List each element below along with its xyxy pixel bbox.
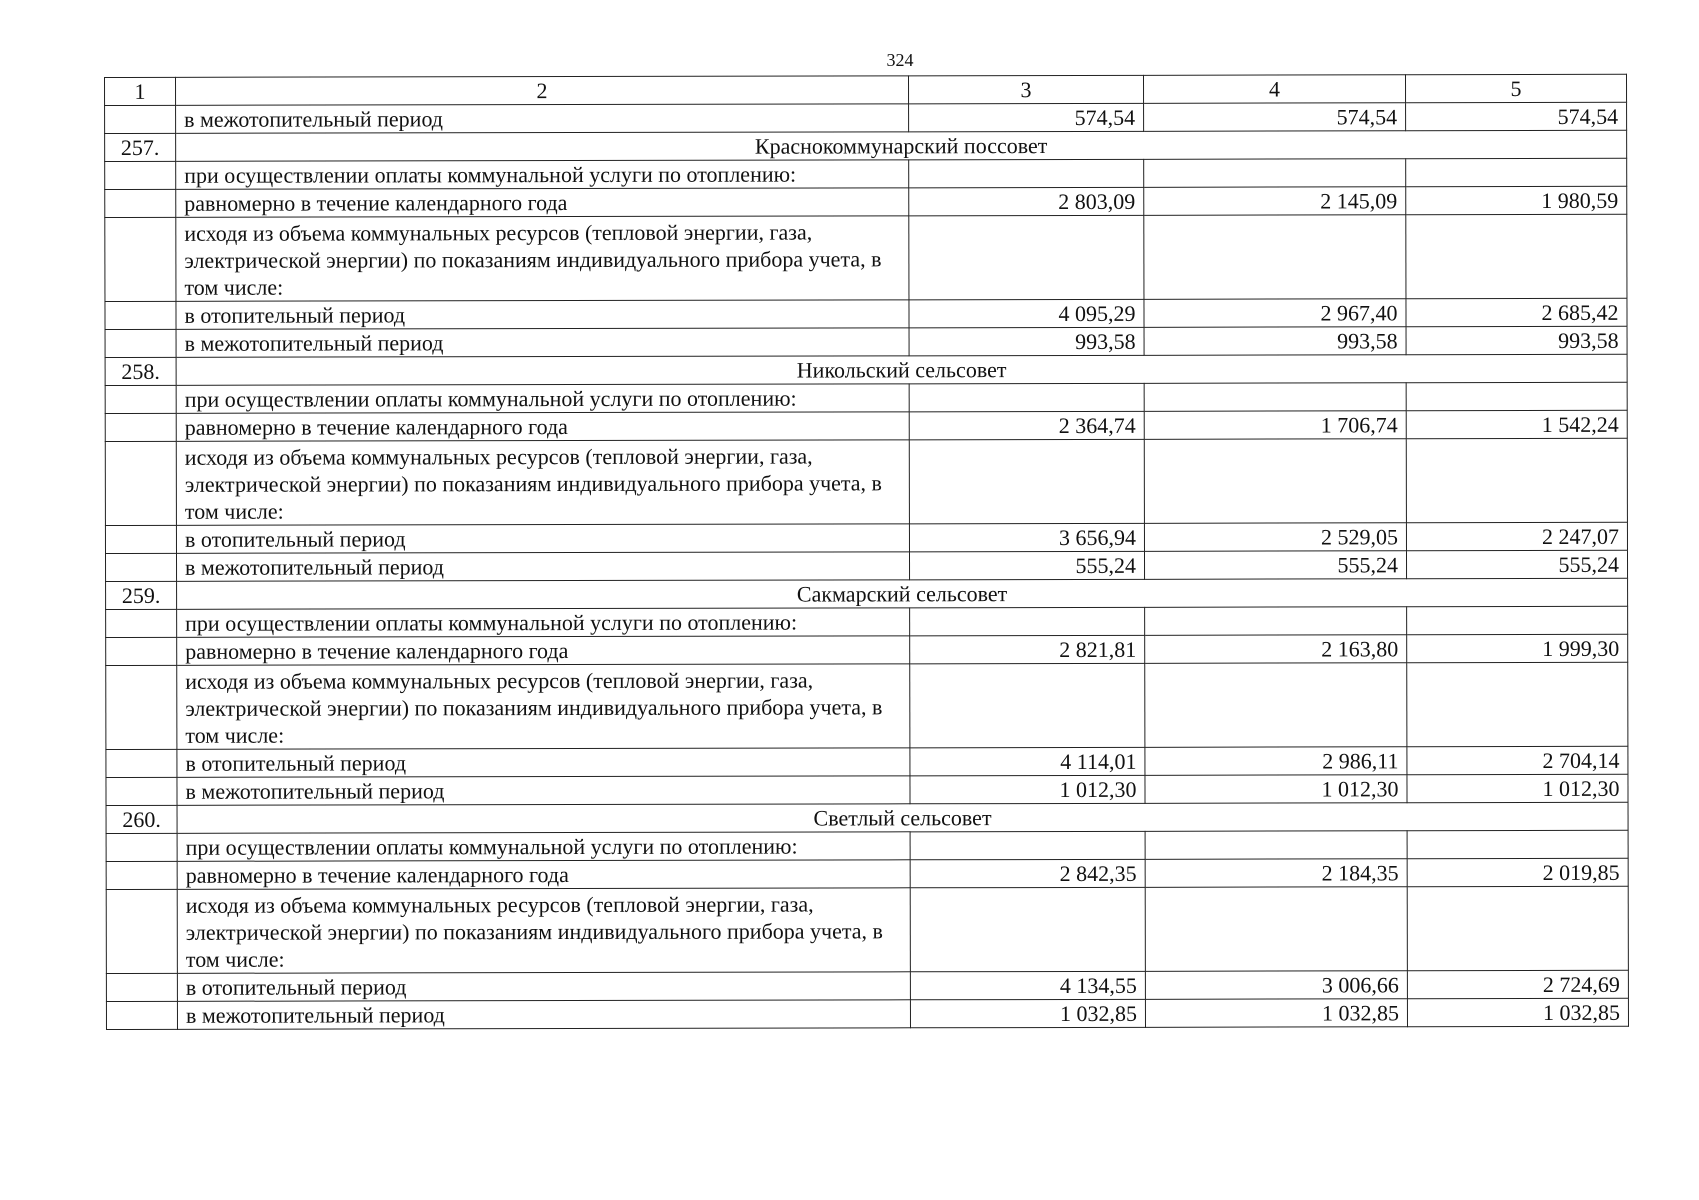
table-row	[106, 662, 1628, 749]
section-title: Светлый сельсовет	[177, 802, 1628, 833]
value-cell	[1406, 214, 1627, 298]
row-number-cell	[106, 889, 177, 973]
value-cell: 1 999,30	[1407, 634, 1628, 662]
value-cell: 993,58	[909, 327, 1144, 355]
row-number-cell	[105, 441, 176, 525]
value-cell: 2 986,11	[1145, 747, 1407, 776]
table-body	[105, 74, 1629, 1029]
value-cell: 2 529,05	[1144, 523, 1406, 552]
row-label: при осуществлении оплаты коммунальной услуги по отоплению:	[176, 384, 909, 414]
value-cell	[909, 159, 1144, 187]
section-number: 259.	[106, 581, 177, 609]
table-row	[106, 774, 1628, 805]
row-number-cell	[106, 777, 177, 805]
value-cell: 555,24	[1144, 551, 1406, 580]
value-cell: 2 803,09	[909, 187, 1144, 215]
header-row	[105, 74, 1627, 105]
value-cell	[1145, 887, 1407, 972]
value-cell	[1145, 831, 1407, 860]
value-cell	[1406, 438, 1627, 522]
row-label: равномерно в течение календарного года	[177, 860, 910, 890]
table-row	[105, 550, 1627, 581]
row-label: при осуществлении оплаты коммунальной услуги по отоплению:	[177, 832, 910, 862]
table-row	[106, 998, 1628, 1029]
table-row	[105, 522, 1627, 553]
row-number-cell	[106, 749, 177, 777]
value-cell: 1 706,74	[1144, 411, 1406, 440]
row-number-cell	[105, 161, 176, 189]
column-header-3: 3	[908, 75, 1143, 103]
value-cell: 1 980,59	[1406, 186, 1627, 214]
table-row	[105, 438, 1627, 525]
value-cell	[1407, 662, 1628, 746]
row-label: в отопительный период	[177, 748, 910, 778]
value-cell: 2 821,81	[910, 635, 1145, 663]
column-header-1: 1	[105, 77, 176, 105]
section-header-row	[106, 802, 1628, 833]
table-row	[106, 606, 1628, 637]
row-number-cell	[105, 385, 176, 413]
value-cell	[910, 887, 1145, 971]
value-cell	[1145, 663, 1407, 748]
value-cell: 2 967,40	[1144, 299, 1406, 328]
section-header-row	[105, 354, 1627, 385]
value-cell: 1 012,30	[1145, 775, 1407, 804]
row-label: исходя из объема коммунальных ресурсов (тепловой энергии, газа, электрической энергии) по показаниям индивидуального прибора учета, в том числе:	[177, 888, 910, 974]
table-row	[105, 214, 1627, 301]
row-label: исходя из объема коммунальных ресурсов (тепловой энергии, газа, электрической энергии) по показаниям индивидуального прибора учета, в том числе:	[176, 216, 909, 302]
value-cell: 1 032,85	[1145, 999, 1407, 1028]
row-label: в отопительный период	[177, 972, 910, 1002]
column-header-5: 5	[1405, 74, 1626, 102]
value-cell: 993,58	[1406, 326, 1627, 354]
section-number: 258.	[105, 357, 176, 385]
value-cell	[1145, 607, 1407, 636]
row-number-cell	[105, 525, 176, 553]
value-cell	[909, 215, 1144, 299]
row-number-cell	[106, 973, 177, 1001]
row-label: при осуществлении оплаты коммунальной услуги по отоплению:	[177, 608, 910, 638]
value-cell: 993,58	[1144, 327, 1406, 356]
table-row	[105, 410, 1627, 441]
column-header-4: 4	[1143, 75, 1405, 104]
row-label: в межотопительный период	[176, 552, 909, 582]
row-number-cell	[105, 329, 176, 357]
row-number-cell	[106, 637, 177, 665]
section-title: Краснокоммунарский поссовет	[176, 130, 1627, 161]
row-number-cell	[106, 609, 177, 637]
row-number-cell	[105, 413, 176, 441]
value-cell: 1 012,30	[910, 775, 1145, 803]
value-cell	[909, 383, 1144, 411]
row-number-cell	[105, 105, 176, 133]
row-label: исходя из объема коммунальных ресурсов (тепловой энергии, газа, электрической энергии) по показаниям индивидуального прибора учета, в том числе:	[176, 440, 909, 526]
value-cell: 555,24	[1406, 550, 1627, 578]
value-cell: 2 842,35	[910, 859, 1145, 887]
row-number-cell	[105, 217, 176, 301]
value-cell	[910, 831, 1145, 859]
table-row	[106, 858, 1628, 889]
value-cell: 2 247,07	[1406, 522, 1627, 550]
value-cell	[1407, 830, 1628, 858]
page-number: 324	[886, 50, 914, 70]
table-row	[106, 886, 1628, 973]
value-cell	[1406, 158, 1627, 186]
row-label: в межотопительный период	[176, 104, 909, 134]
row-number-cell	[106, 1001, 177, 1029]
value-cell: 574,54	[1144, 103, 1406, 132]
table-row	[105, 298, 1627, 329]
table-row	[105, 158, 1627, 189]
value-cell	[1406, 382, 1627, 410]
value-cell: 1 542,24	[1406, 410, 1627, 438]
value-cell: 555,24	[909, 551, 1144, 579]
row-label: в межотопительный период	[177, 776, 910, 806]
row-label: исходя из объема коммунальных ресурсов (тепловой энергии, газа, электрической энергии) по показаниям индивидуального прибора учета, в том числе:	[177, 664, 910, 750]
value-cell: 3 656,94	[909, 523, 1144, 551]
section-title: Никольский сельсовет	[176, 354, 1627, 385]
row-label: в межотопительный период	[176, 328, 909, 358]
value-cell: 574,54	[1406, 102, 1627, 130]
row-label: равномерно в течение календарного года	[176, 412, 909, 442]
table-row	[105, 186, 1627, 217]
column-header-2: 2	[176, 76, 909, 106]
section-header-row	[105, 130, 1627, 161]
section-title: Сакмарский сельсовет	[177, 578, 1628, 609]
row-number-cell	[105, 189, 176, 217]
value-cell: 4 114,01	[910, 747, 1145, 775]
row-label: в межотопительный период	[177, 1000, 910, 1030]
value-cell	[1407, 886, 1628, 970]
value-cell: 2 685,42	[1406, 298, 1627, 326]
value-cell	[909, 439, 1144, 523]
row-number-cell	[105, 301, 176, 329]
value-cell: 1 012,30	[1407, 774, 1628, 802]
value-cell: 3 006,66	[1145, 971, 1407, 1000]
table-row	[106, 746, 1628, 777]
value-cell: 4 095,29	[909, 299, 1144, 327]
value-cell: 4 134,55	[910, 971, 1145, 999]
row-number-cell	[106, 833, 177, 861]
value-cell	[1144, 215, 1406, 300]
row-label: равномерно в течение календарного года	[176, 188, 909, 218]
value-cell: 2 364,74	[909, 411, 1144, 439]
value-cell: 574,54	[909, 103, 1144, 131]
tariff-table	[104, 74, 1629, 1030]
carryover-row	[105, 102, 1627, 133]
section-number: 257.	[105, 133, 176, 161]
value-cell: 2 704,14	[1407, 746, 1628, 774]
value-cell	[1144, 439, 1406, 524]
row-label: при осуществлении оплаты коммунальной услуги по отоплению:	[176, 160, 909, 190]
value-cell: 2 145,09	[1144, 187, 1406, 216]
table-row	[105, 326, 1627, 357]
table-row	[105, 382, 1627, 413]
value-cell: 2 019,85	[1407, 858, 1628, 886]
section-header-row	[106, 578, 1628, 609]
value-cell: 2 184,35	[1145, 859, 1407, 888]
value-cell	[1407, 606, 1628, 634]
row-label: в отопительный период	[176, 300, 909, 330]
value-cell: 2 163,80	[1145, 635, 1407, 664]
table-row	[106, 970, 1628, 1001]
value-cell	[1144, 383, 1406, 412]
value-cell: 1 032,85	[1407, 998, 1628, 1026]
section-number: 260.	[106, 805, 177, 833]
value-cell	[910, 607, 1145, 635]
table-row	[106, 634, 1628, 665]
table-row	[106, 830, 1628, 861]
value-cell	[910, 663, 1145, 747]
row-number-cell	[106, 861, 177, 889]
value-cell: 2 724,69	[1407, 970, 1628, 998]
row-number-cell	[106, 665, 177, 749]
row-number-cell	[105, 553, 176, 581]
value-cell	[1144, 159, 1406, 188]
row-label: в отопительный период	[176, 524, 909, 554]
row-label: равномерно в течение календарного года	[177, 636, 910, 666]
value-cell: 1 032,85	[910, 999, 1145, 1027]
